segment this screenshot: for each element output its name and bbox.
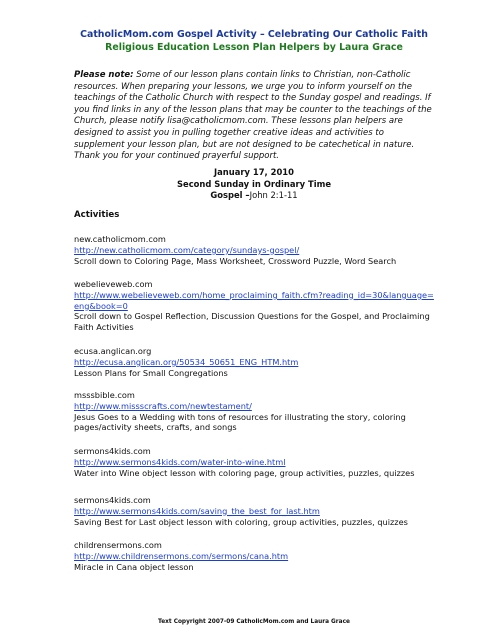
resource-site: msssbible.com xyxy=(74,390,135,400)
resource-site: sermons4kids.com xyxy=(74,495,151,505)
resource-entry xyxy=(74,346,434,378)
resource-description: Lesson Plans for Small Congregations xyxy=(74,367,228,378)
resource-description: Water into Wine object lesson with coloring page, group activities, puzzles, quizzes xyxy=(74,467,415,478)
resource-link[interactable]: http://www.sermons4kids.com/saving_the_best_for_last.htm xyxy=(74,505,320,516)
resource-description: Jesus Goes to a Wedding with tons of resources for illustrating the story, coloring pages/activity sheets, crafts, and songs xyxy=(74,411,406,433)
resource-entry xyxy=(74,279,434,333)
resource-entry xyxy=(74,540,434,572)
copyright-footer: Text Copyright 2007-09 CatholicMom.com and Laura Grace xyxy=(158,619,350,625)
resource-link[interactable]: http://www.missscrafts.com/newtestament/ xyxy=(74,400,252,411)
resource-entry xyxy=(74,446,434,478)
resource-site: webelieveweb.com xyxy=(74,279,153,289)
gospel-line xyxy=(74,190,434,202)
resource-link[interactable]: http://www.sermons4kids.com/water-into-wine.html xyxy=(74,456,286,467)
resource-link[interactable]: http://new.catholicmom.com/category/sundays-gospel/ xyxy=(74,244,300,255)
resource-description: Scroll down to Coloring Page, Mass Worksheet, Crossword Puzzle, Word Search xyxy=(74,255,397,266)
resource-description: Miracle in Cana object lesson xyxy=(74,561,194,572)
resource-entry xyxy=(74,234,434,266)
activities-heading: Activities xyxy=(74,210,120,220)
disclaimer-note xyxy=(74,70,434,163)
resource-link[interactable]: http://www.webelieveweb.com/home_proclaiming_faith.cfm?reading_id=30&language=eng&book=0 xyxy=(74,289,434,311)
resource-description: Saving Best for Last object lesson with coloring, group activities, puzzles, quizzes xyxy=(74,516,408,527)
resource-site: ecusa.anglican.org xyxy=(74,346,152,356)
gospel-reference: John 2:1-11 xyxy=(249,190,298,200)
resource-entry xyxy=(74,495,434,527)
document-title: CatholicMom.com Gospel Activity – Celebrating Our Catholic Faith xyxy=(80,29,428,40)
resource-site: sermons4kids.com xyxy=(74,446,151,456)
gospel-label: Gospel – xyxy=(210,190,250,200)
resource-description: Scroll down to Gospel Reflection, Discussion Questions for the Gospel, and Proclaiming Faith Activities xyxy=(74,311,430,333)
note-label: Please note: xyxy=(74,70,134,80)
lesson-date: January 17, 2010 xyxy=(214,167,294,177)
note-text: Some of our lesson plans contain links to Christian, non-Catholic resources. When preparing your lessons, we urge you to inform yourself on the teachings of the Catholic Church with respect to the Sunday gospel and readings. If you find links in any of the lesson plans that may be counter to the teachings of the Church, please notify lisa@catholicmom.com. These lessons plan helpers are designed to assist you in pulling together creative ideas and activities to supplement your lesson plan, but are not designed to be catechetical in nature. Thank you for your continued prayerful support. xyxy=(74,70,432,162)
lesson-occasion: Second Sunday in Ordinary Time xyxy=(177,178,331,189)
document-subtitle: Religious Education Lesson Plan Helpers by Laura Grace xyxy=(105,42,403,53)
resource-site: childrensermons.com xyxy=(74,540,162,550)
resource-link[interactable]: http://www.childrensermons.com/sermons/cana.htm xyxy=(74,550,289,561)
date-block xyxy=(74,167,434,202)
resource-entry xyxy=(74,390,434,433)
resource-site: new.catholicmom.com xyxy=(74,234,166,244)
resource-link[interactable]: http://ecusa.anglican.org/50534_50651_ENG_HTM.htm xyxy=(74,356,299,367)
